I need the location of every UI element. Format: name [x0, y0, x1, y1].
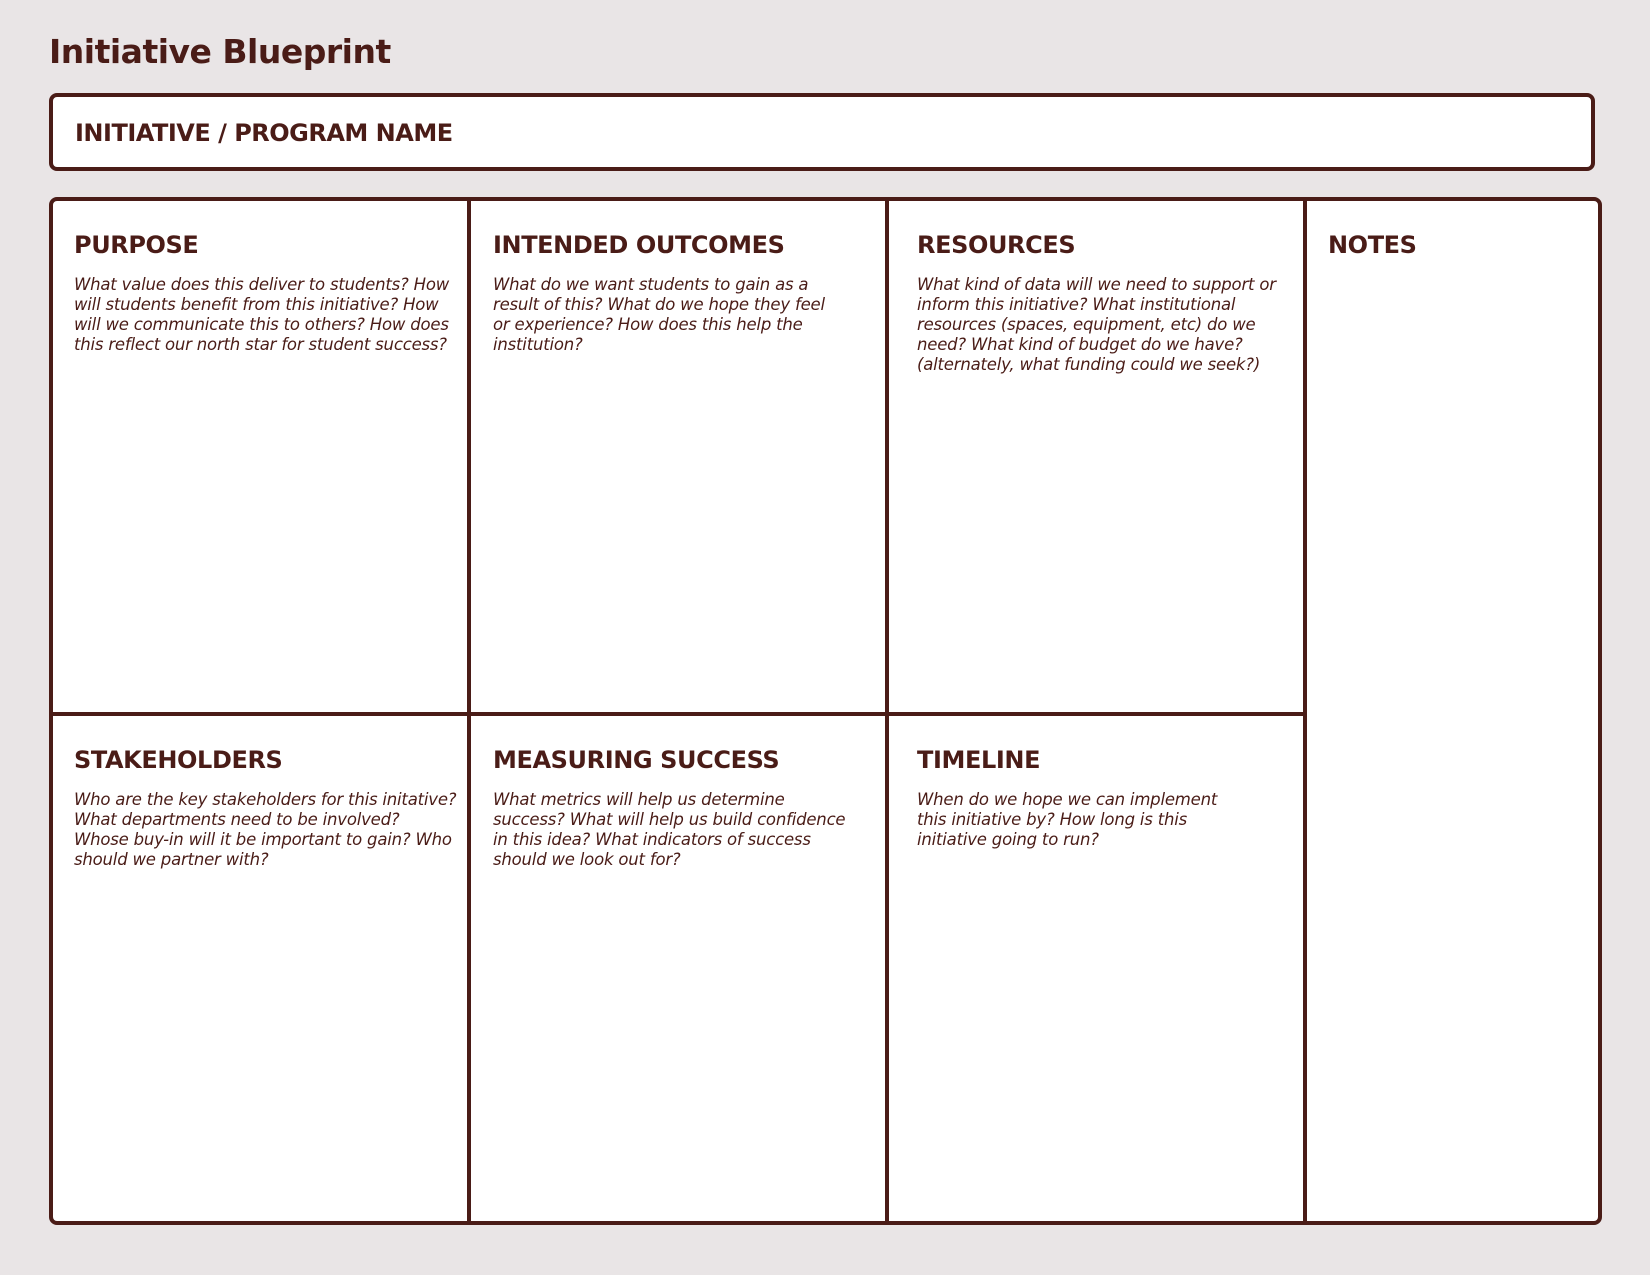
measuring-success-heading: MEASURING SUCCESS: [493, 746, 780, 774]
timeline-section[interactable]: [917, 745, 1247, 850]
stakeholders-heading: STAKEHOLDERS: [74, 746, 283, 774]
column-divider: [1303, 201, 1307, 1221]
timeline-prompt: When do we hope we can implement this initiative by? How long is this initiative going to run?: [917, 790, 1218, 849]
notes-heading: NOTES: [1328, 231, 1417, 259]
resources-section[interactable]: [917, 230, 1287, 375]
intended-outcomes-prompt: What do we want students to gain as a result of this? What do we hope they feel or experience? How does this help the institution?: [493, 275, 825, 354]
purpose-heading: PURPOSE: [74, 231, 199, 259]
purpose-section[interactable]: [74, 230, 459, 355]
notes-section[interactable]: [1328, 230, 1578, 260]
column-divider: [467, 201, 471, 1221]
timeline-heading: TIMELINE: [917, 746, 1041, 774]
intended-outcomes-section[interactable]: [493, 230, 843, 355]
purpose-prompt: What value does this deliver to students? How will students benefit from this initiative? How will we communicate this to others? How does this reflect our north star for student success?: [74, 275, 450, 354]
page-title: Initiative Blueprint: [49, 32, 391, 71]
resources-heading: RESOURCES: [917, 231, 1076, 259]
row-divider: [53, 712, 1305, 716]
column-divider: [885, 201, 889, 1221]
initiative-name-field[interactable]: [49, 93, 1595, 171]
measuring-success-prompt: What metrics will help us determine success? What will help us build confidence in this idea? What indicators of success should we look out for?: [493, 790, 846, 869]
stakeholders-prompt: Who are the key stakeholders for this initative? What departments need to be involved? Whose buy-in will it be important to gain? Who should we partner with?: [74, 790, 457, 869]
initiative-name-label: INITIATIVE / PROGRAM NAME: [75, 119, 453, 147]
resources-prompt: What kind of data will we need to support or inform this initiative? What institutional resources (spaces, equipment, etc) do we need? What kind of budget do we have? (alternately, what funding could we seek?): [917, 275, 1276, 374]
intended-outcomes-heading: INTENDED OUTCOMES: [493, 231, 785, 259]
stakeholders-section[interactable]: [74, 745, 459, 870]
measuring-success-section[interactable]: [493, 745, 853, 870]
blueprint-canvas: [49, 197, 1602, 1225]
